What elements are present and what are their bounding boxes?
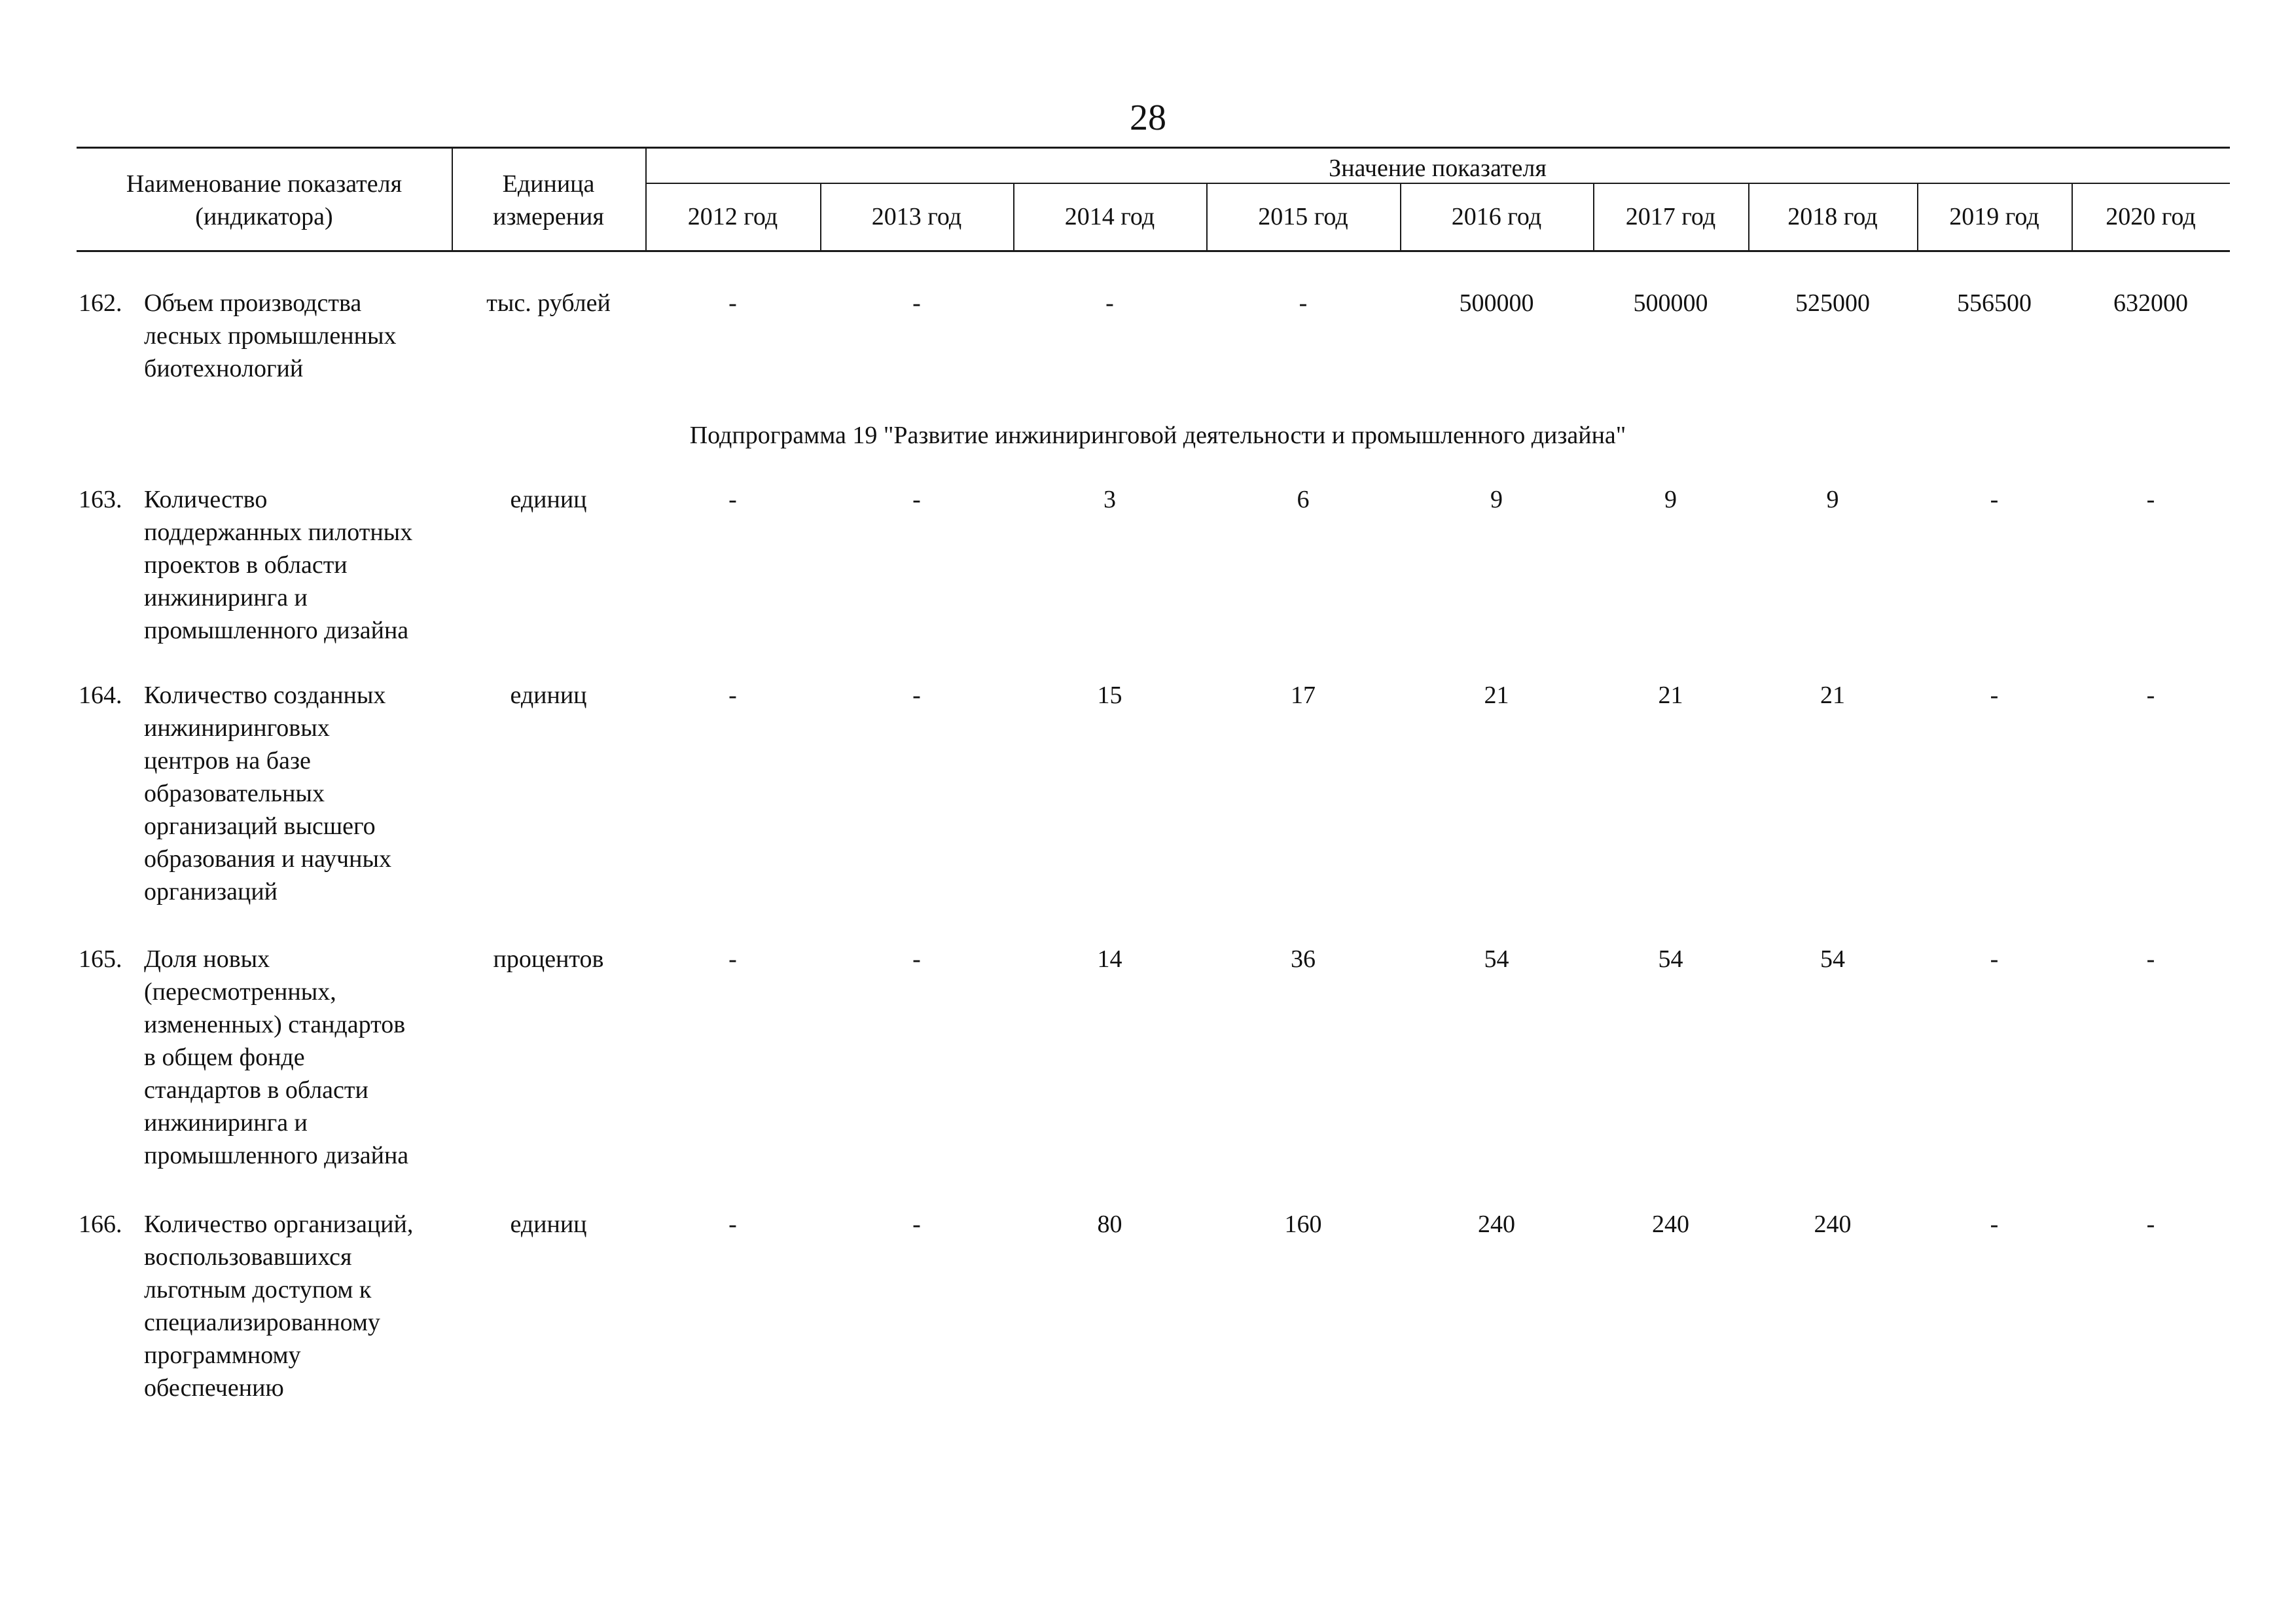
value-cell: - bbox=[2146, 1211, 2155, 1238]
indicator-name: Доля новых (пересмотренных, измененных) стандартов в общем фонде стандартов в области инжиниринга и промышленного дизайна bbox=[144, 945, 409, 1169]
value-cell: 6 bbox=[1297, 486, 1310, 513]
table-top-rule bbox=[77, 147, 2230, 149]
value-cell: 21 bbox=[1484, 682, 1509, 709]
value-cell: - bbox=[912, 682, 921, 709]
value-cell: - bbox=[1990, 486, 1999, 513]
value-cell: - bbox=[2146, 682, 2155, 709]
header-year: 2015 год bbox=[1258, 203, 1348, 230]
value-cell: 9 bbox=[1664, 486, 1677, 513]
indicator-unit: единиц bbox=[510, 1211, 587, 1238]
row-number: 163. bbox=[79, 486, 122, 513]
value-cell: - bbox=[728, 945, 737, 973]
value-cell: - bbox=[912, 486, 921, 513]
header-value-group: Значение показателя bbox=[1329, 155, 1547, 182]
row-number: 164. bbox=[79, 682, 122, 709]
value-cell: - bbox=[1299, 289, 1308, 317]
value-cell: - bbox=[1990, 1211, 1999, 1238]
indicator-unit: тыс. рублей bbox=[486, 289, 611, 317]
header-year: 2020 год bbox=[2106, 203, 2196, 230]
row-number: 165. bbox=[79, 945, 122, 973]
value-cell: 80 bbox=[1097, 1211, 1122, 1238]
value-cell: 17 bbox=[1291, 682, 1316, 709]
value-cell: 36 bbox=[1291, 945, 1316, 973]
subprogram-heading: Подпрограмма 19 "Развитие инжиниринговой деятельности и промышленного дизайна" bbox=[689, 422, 1626, 449]
header-year: 2019 год bbox=[1949, 203, 2039, 230]
indicator-unit: единиц bbox=[510, 682, 587, 709]
value-cell: 21 bbox=[1820, 682, 1845, 709]
value-cell: 240 bbox=[1478, 1211, 1515, 1238]
value-cell: - bbox=[1990, 945, 1999, 973]
value-cell: - bbox=[728, 1211, 737, 1238]
value-cell: - bbox=[728, 289, 737, 317]
value-cell: 9 bbox=[1490, 486, 1503, 513]
value-cell: 556500 bbox=[1957, 289, 2032, 317]
value-cell: - bbox=[2146, 945, 2155, 973]
value-cell: 160 bbox=[1284, 1211, 1322, 1238]
value-cell: 3 bbox=[1103, 486, 1116, 513]
value-cell: - bbox=[912, 289, 921, 317]
value-cell: 240 bbox=[1814, 1211, 1852, 1238]
header-bottom-rule bbox=[77, 250, 2230, 252]
value-cell: 240 bbox=[1652, 1211, 1689, 1238]
value-cell: 54 bbox=[1484, 945, 1509, 973]
row-number: 166. bbox=[79, 1211, 122, 1238]
value-cell: 525000 bbox=[1795, 289, 1870, 317]
indicator-name: Количество организаций, воспользовавшихся льготным доступом к специализированному программному обеспечению bbox=[144, 1211, 414, 1402]
value-cell: - bbox=[1990, 682, 1999, 709]
header-year: 2018 год bbox=[1787, 203, 1878, 230]
header-year: 2014 год bbox=[1064, 203, 1155, 230]
value-cell: 54 bbox=[1820, 945, 1845, 973]
value-cell: 500000 bbox=[1633, 289, 1708, 317]
indicator-unit: процентов bbox=[493, 945, 604, 973]
indicator-name: Количество созданных инжиниринговых центров на базе образовательных организаций высшего образования и научных организаций bbox=[144, 682, 392, 905]
value-cell: - bbox=[2146, 486, 2155, 513]
value-cell: 632000 bbox=[2113, 289, 2188, 317]
header-year: 2012 год bbox=[687, 203, 778, 230]
row-number: 162. bbox=[79, 289, 122, 317]
value-cell: 15 bbox=[1097, 682, 1122, 709]
value-cell: 500000 bbox=[1459, 289, 1534, 317]
header-unit-column: Единица измерения bbox=[493, 170, 604, 230]
header-name-column: Наименование показателя (индикатора) bbox=[126, 170, 403, 230]
value-cell: - bbox=[728, 486, 737, 513]
value-cell: 21 bbox=[1658, 682, 1683, 709]
header-year: 2016 год bbox=[1451, 203, 1542, 230]
page-number: 28 bbox=[1130, 98, 1166, 138]
value-cell: 9 bbox=[1826, 486, 1839, 513]
indicator-name: Объем производства лесных промышленных биотехнологий bbox=[144, 289, 397, 382]
value-cell: 54 bbox=[1658, 945, 1683, 973]
value-cell: - bbox=[912, 1211, 921, 1238]
value-cell: - bbox=[912, 945, 921, 973]
header-year: 2017 год bbox=[1625, 203, 1716, 230]
value-cell: - bbox=[1105, 289, 1114, 317]
value-cell: - bbox=[728, 682, 737, 709]
indicator-name: Количество поддержанных пилотных проектов в области инжиниринга и промышленного дизайна bbox=[144, 486, 413, 644]
indicator-unit: единиц bbox=[510, 486, 587, 513]
value-cell: 14 bbox=[1097, 945, 1122, 973]
header-year: 2013 год bbox=[871, 203, 962, 230]
